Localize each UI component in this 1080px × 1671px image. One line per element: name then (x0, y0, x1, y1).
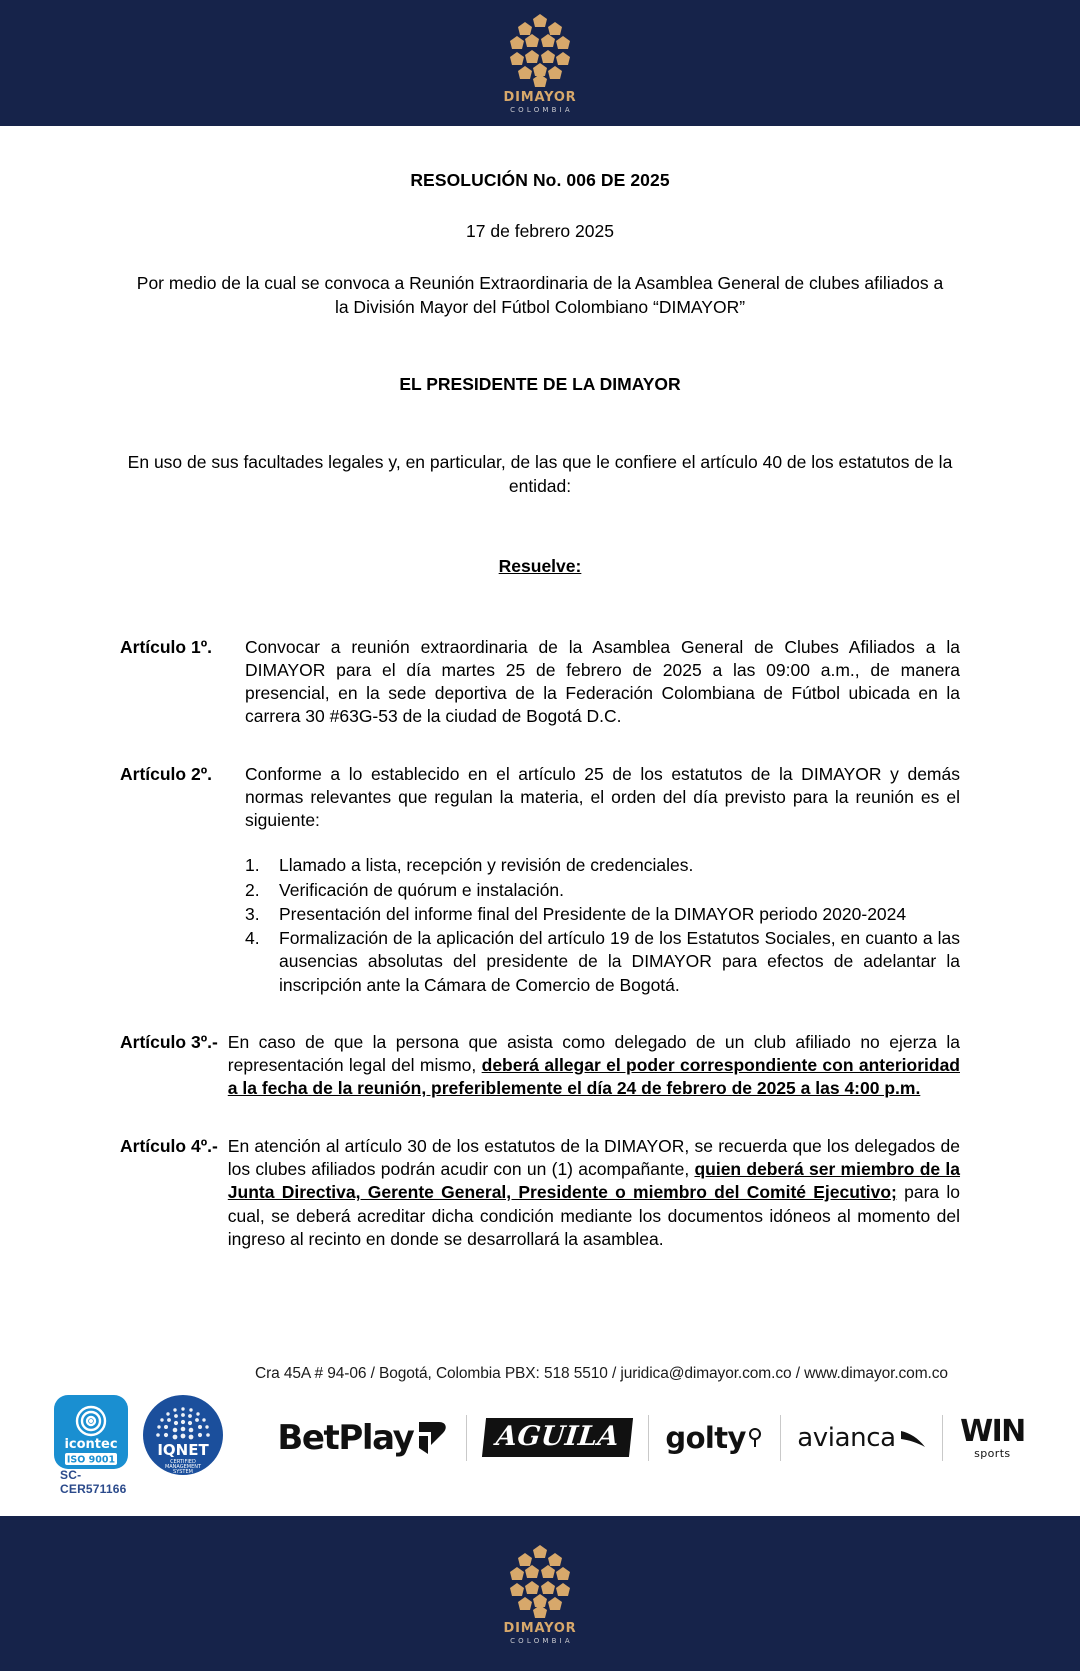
article-1-label: Artículo 1º. (120, 636, 212, 657)
sponsor-divider (648, 1415, 649, 1461)
svg-text:icontec: icontec (64, 1437, 118, 1452)
page-title: RESOLUCIÓN No. 006 DE 2025 (410, 170, 670, 190)
avianca-mark-icon (900, 1427, 926, 1449)
list-item (245, 879, 960, 902)
resolves-heading (120, 556, 960, 577)
svg-text:MANAGEMENT: MANAGEMENT (164, 1464, 202, 1470)
document-subtitle: Por medio de la cual se convoca a Reunión Extraordinaria de la Asamblea General de clubes afiliados a la División Mayor del Fútbol Colombiano “DIMAYOR” (136, 273, 944, 317)
article-3-text (228, 1031, 960, 1101)
agenda-item-2-number: 2. (245, 879, 260, 900)
article-4-text (228, 1135, 960, 1251)
sponsor-betplay (263, 1418, 463, 1458)
list-item (245, 854, 960, 877)
svg-text:IQNET: IQNET (157, 1441, 209, 1459)
agenda-item-3-text: Presentación del informe final del Presidente de la DIMAYOR periodo 2020-2024 (279, 903, 907, 924)
article-2-text: Conforme a lo establecido en el artículo 25 de los estatutos de la DIMAYOR y demás normas relevantes que regulan la materia, el orden del día previsto para la reunión es el siguiente: (245, 763, 960, 831)
logo-wordmark: DIMAYOR (503, 1620, 577, 1636)
article-4-lead: En atención al artículo 30 de los estatutos de la DIMAYOR, se recuerda que los delegados de los clubes afiliados podrán acudir con un (1) acompañante, (227, 1135, 960, 1180)
certification-group (52, 1393, 252, 1496)
dimayor-logo-icon (497, 1543, 583, 1619)
golty-logo-text: golty (665, 1420, 746, 1455)
header-band (0, 0, 1080, 126)
document-body (0, 126, 1080, 1327)
avianca-logo-text: avianca (797, 1422, 896, 1453)
icontec-icon (52, 1393, 130, 1471)
article-1 (120, 636, 960, 729)
resolves-heading-text: Resuelve: (498, 555, 582, 576)
agenda-item-4-text: Formalización de la aplicación del artículo 19 de los Estatutos Sociales, en cuanto a las ausencias absolutas del presidente de la DIMAYOR para efectos de adelantar la inscripción ante la Cámara de Comercio de Bogotá. (279, 928, 960, 995)
list-item (245, 903, 960, 926)
logo-tagline: COLOMBIA (510, 1636, 573, 1645)
article-3-lead: En caso de que la persona que asista como delegado de un club afiliado no ejerza la representación legal del mismo, (227, 1031, 960, 1076)
logo-tagline: COLOMBIA (510, 106, 573, 114)
footer-logo-row (40, 1393, 1040, 1496)
article-2-label: Artículo 2º. (120, 763, 212, 784)
document-issuer: EL PRESIDENTE DE LA DIMAYOR (399, 374, 681, 395)
document-authority: En uso de sus facultades legales y, en particular, de las que le confiere el artículo 40 de los estatutos de la entidad: (127, 452, 953, 496)
article-3-emphasis: deberá allegar el poder correspondiente con anterioridad a la fecha de la reunión, preferiblemente el día 24 de febrero de 2025 a las 4:00 p.m. (227, 1055, 960, 1099)
document-date: 17 de febrero 2025 (466, 221, 614, 241)
win-sports-logo (960, 1413, 1025, 1460)
sponsor-avianca (783, 1423, 939, 1453)
article-4-tail: para lo cual, se deberá acreditar dicha condición mediante los documentos idóneos al momento del ingreso al recinto en donde se desarrollará la asamblea. (227, 1182, 960, 1249)
agenda-item-3-number: 3. (245, 903, 260, 924)
article-4-emphasis: quien deberá ser miembro de la Junta Directiva, Gerente General, Presidente o miembro del Comité Ejecutivo; (227, 1159, 961, 1203)
article-2 (120, 763, 960, 833)
agenda-list (120, 854, 960, 997)
agenda-item-1-number: 1. (245, 855, 260, 876)
svg-text:ISO 9001: ISO 9001 (66, 1454, 116, 1466)
win-logo-text: WIN (960, 1413, 1025, 1449)
footer-band (0, 1516, 1080, 1671)
article-3-label: Artículo 3º.- (120, 1031, 218, 1052)
dimayor-logo-footer (497, 1543, 583, 1645)
sponsor-divider (942, 1415, 943, 1461)
svg-text:CERTIFIED: CERTIFIED (170, 1459, 196, 1465)
dimayor-logo (497, 12, 583, 114)
win-logo-sub: sports (974, 1446, 1011, 1460)
agenda-item-1-text: Llamado a lista, recepción y revisión de credenciales. (279, 855, 694, 876)
sponsor-aguila (470, 1418, 645, 1457)
footer-gap (0, 1500, 1080, 1516)
betplay-logo-text: BetPlay (277, 1417, 414, 1458)
dimayor-logo-icon (497, 12, 583, 88)
sponsor-golty (651, 1421, 776, 1455)
article-1-text: Convocar a reunión extraordinaria de la Asamblea General de Clubes Afiliados a la DIMAYOR para el día martes 25 de febrero de 2025 a las 09:00 a.m., de manera presencial, en la sede deportiva de la Federación Colombiana de Fútbol ubicada en la carrera 30 #63G-53 de la ciudad de Bogotá D.C. (245, 636, 960, 727)
article-3 (120, 1031, 960, 1101)
betplay-mark-icon (415, 1420, 449, 1456)
sponsor-win-sports (946, 1413, 1039, 1460)
document-footer (0, 1365, 1080, 1500)
logo-wordmark: DIMAYOR (503, 90, 577, 105)
aguila-logo-text: AGUILA (482, 1418, 633, 1457)
sponsor-divider (466, 1415, 467, 1461)
sponsor-row (252, 1415, 1040, 1461)
article-4 (120, 1135, 960, 1251)
footer-contact: Cra 45A # 94-06 / Bogotá, Colombia PBX: 518 5510 / juridica@dimayor.com.co / www.dimayor.com.co (255, 1365, 948, 1382)
list-item (245, 927, 960, 997)
agenda-item-4-number: 4. (245, 928, 260, 949)
golty-mark-icon (747, 1428, 763, 1448)
iqnet-icon (136, 1393, 230, 1477)
svg-text:SYSTEM: SYSTEM (173, 1469, 193, 1475)
article-4-label: Artículo 4º.- (120, 1135, 218, 1156)
icontec-badge (52, 1393, 136, 1496)
iqnet-badge (136, 1393, 232, 1482)
agenda-item-2-text: Verificación de quórum e instalación. (279, 879, 565, 900)
sponsor-divider (780, 1415, 781, 1461)
certification-code: SC-CER571166 (60, 1468, 127, 1496)
